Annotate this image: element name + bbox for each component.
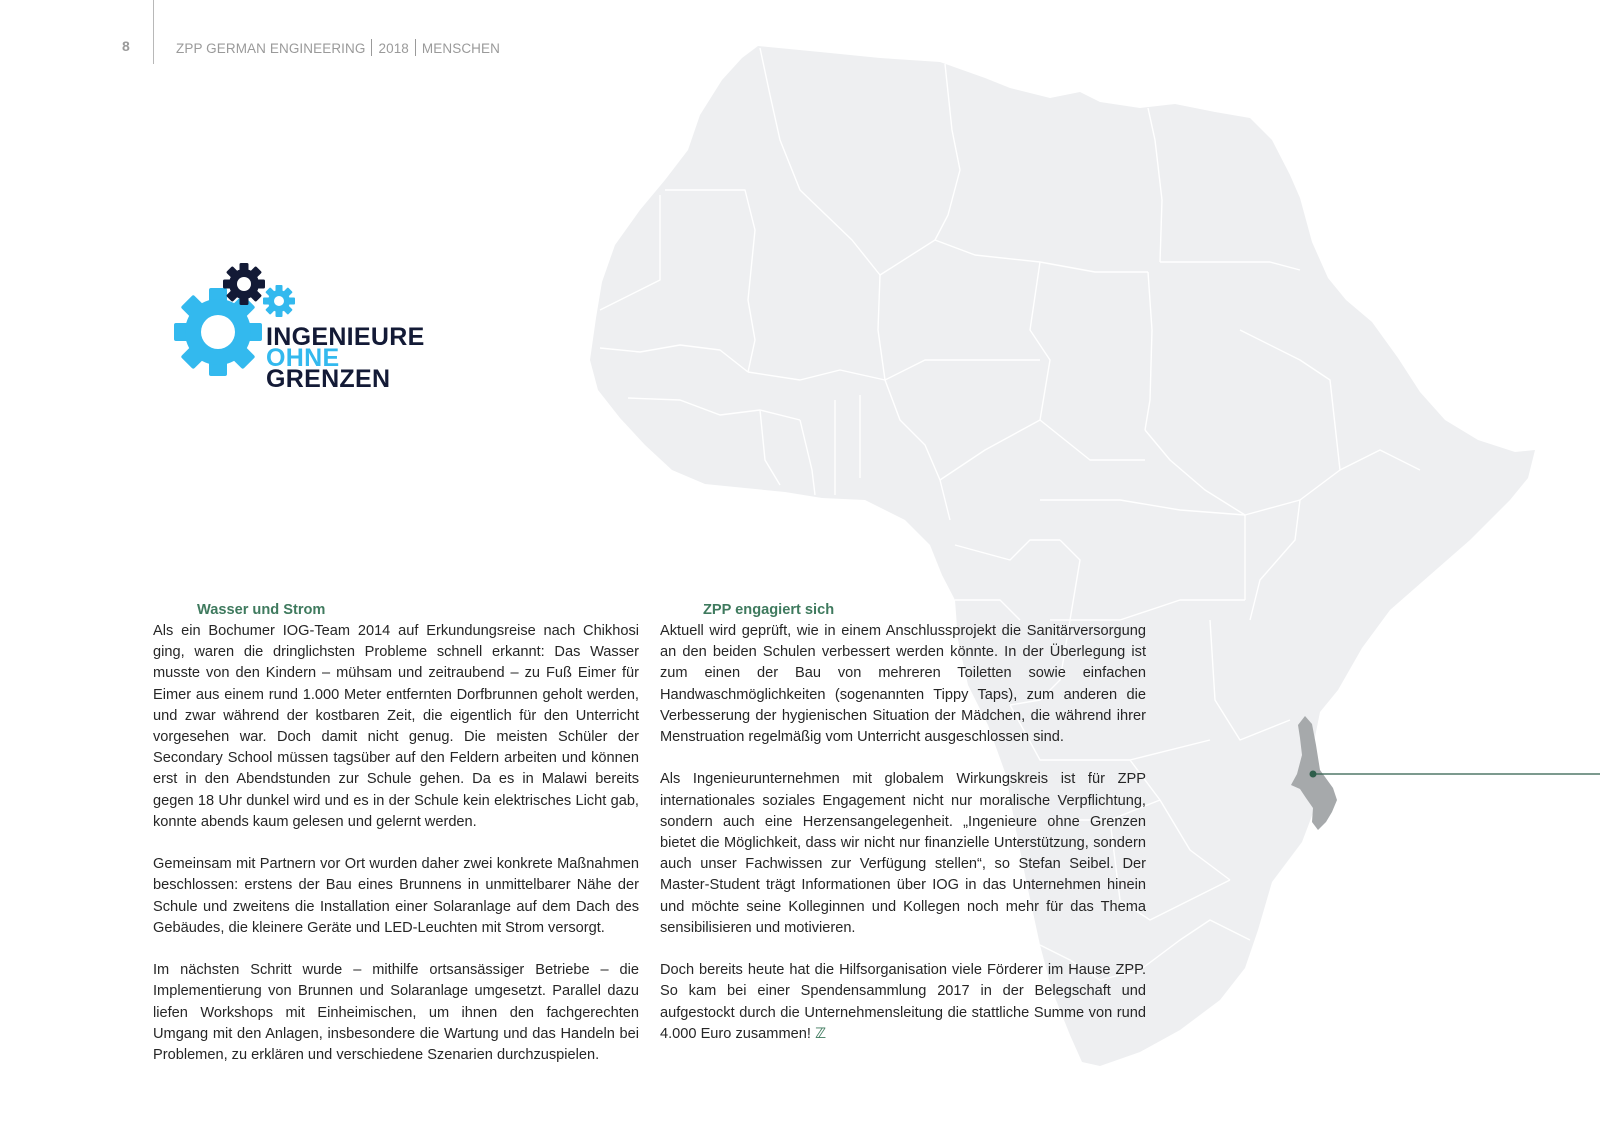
publication-year: 2018 — [378, 41, 409, 56]
logo-line-1: INGENIEURE — [266, 323, 425, 351]
section-name: MENSCHEN — [421, 41, 500, 56]
running-header — [176, 39, 500, 56]
header-separator — [415, 39, 416, 56]
header-separator — [371, 39, 372, 56]
logo-line-3: GRENZEN — [266, 365, 391, 393]
article-column-right — [660, 600, 1146, 1066]
body-paragraph — [660, 960, 1146, 1045]
logo-line-2: OHNE — [266, 344, 340, 372]
body-paragraph: Im nächsten Schritt wurde – mithilfe ortsansässiger Betriebe – die Implementierung von Brunnen und Solaranlage umgesetzt. Parallel dazu liefen Workshops mit Einheimischen, um ihnen den fachgerechten Umgang mit den Anlagen, insbesondere die Wartung und das Handeln bei Problemen, zu erklären und verschiedene Szenarien durchzuspielen. — [153, 962, 639, 1064]
body-paragraph: Aktuell wird geprüft, wie in einem Anschlussprojekt die Sanitärversorgung an den beiden Schulen verbessert werden könnte. In der Überlegung ist zum einen der Bau von mehreren Toiletten sowie einfachen Handwaschmöglichkeiten (sogenannten Tippy Taps), zum anderen die Verbesserung der hygienischen Situation der Mädchen, die während ihrer Menstruation regelmäßig vom Unterricht ausgeschlossen sind. — [660, 623, 1146, 746]
header-divider — [153, 0, 154, 64]
section-heading: ZPP engagiert sich — [703, 602, 835, 618]
body-paragraph: Gemeinsam mit Partnern vor Ort wurden daher zwei konkrete Maßnahmen beschlossen: erstens der Bau eines Brunnens in unmittelbarer Nähe der Schule und zweitens die Installation einer Solaranlage auf dem Dach des Gebäudes, die kleinere Geräte und LED-Leuchten mit Strom versorgt. — [153, 856, 639, 936]
closing-text: Doch bereits heute hat die Hilfsorganisation viele Förderer im Hause ZPP. So kam bei einer Spendensammlung 2017 in der Belegschaft und aufgestockt durch die Unternehmensleitung die stattliche Summe von rund 4.000 Euro zusammen! — [660, 962, 1146, 1042]
logo-wordmark — [266, 323, 425, 393]
section-heading: Wasser und Strom — [197, 602, 326, 618]
publication-name: ZPP GERMAN ENGINEERING — [176, 41, 366, 56]
page-number: 8 — [122, 38, 130, 54]
zpp-end-mark-icon: ℤ — [814, 1025, 826, 1042]
body-paragraph: Als Ingenieurunternehmen mit globalem Wirkungskreis ist für ZPP internationales soziales Engagement nicht nur moralische Verpflichtung, sondern auch eine Herzensangelegenheit. „Ingenieure ohne Grenzen bietet die Möglichkeit, dass wir nicht nur finanzielle Unterstützung, sondern auch unser Fachwissen zur Verfügung stellen“, so Stefan Seibel. Der Master-Student trägt Informationen über IOG in das Unternehmen hinein und möchte seine Kolleginnen und Kollegen noch mehr für das Thema sensibilisieren und motivieren. — [660, 771, 1146, 936]
article-column-left — [153, 600, 639, 1087]
body-paragraph: Als ein Bochumer IOG-Team 2014 auf Erkundungsreise nach Chikhosi ging, waren die dringlichsten Probleme schnell erkannt: Das Wasser musste von den Kindern – mühsam und zeitraubend – zu Fuß Eimer für Eimer aus einem rund 1.000 Meter entfernten Dorfbrunnen geholt werden, und zwar während der kostbaren Zeit, die eigentlich für den Unterricht vorgesehen war. Doch damit nicht genug. Die meisten Schüler der Secondary School müssen tagsüber auf den Feldern arbeiten und können erst in den Abendstunden zur Schule gehen. Da es in Malawi bereits gegen 18 Uhr dunkel wird und es in der Schule kein elektrisches Licht gab, konnte abends kaum gelesen und gelernt werden. — [153, 623, 639, 830]
